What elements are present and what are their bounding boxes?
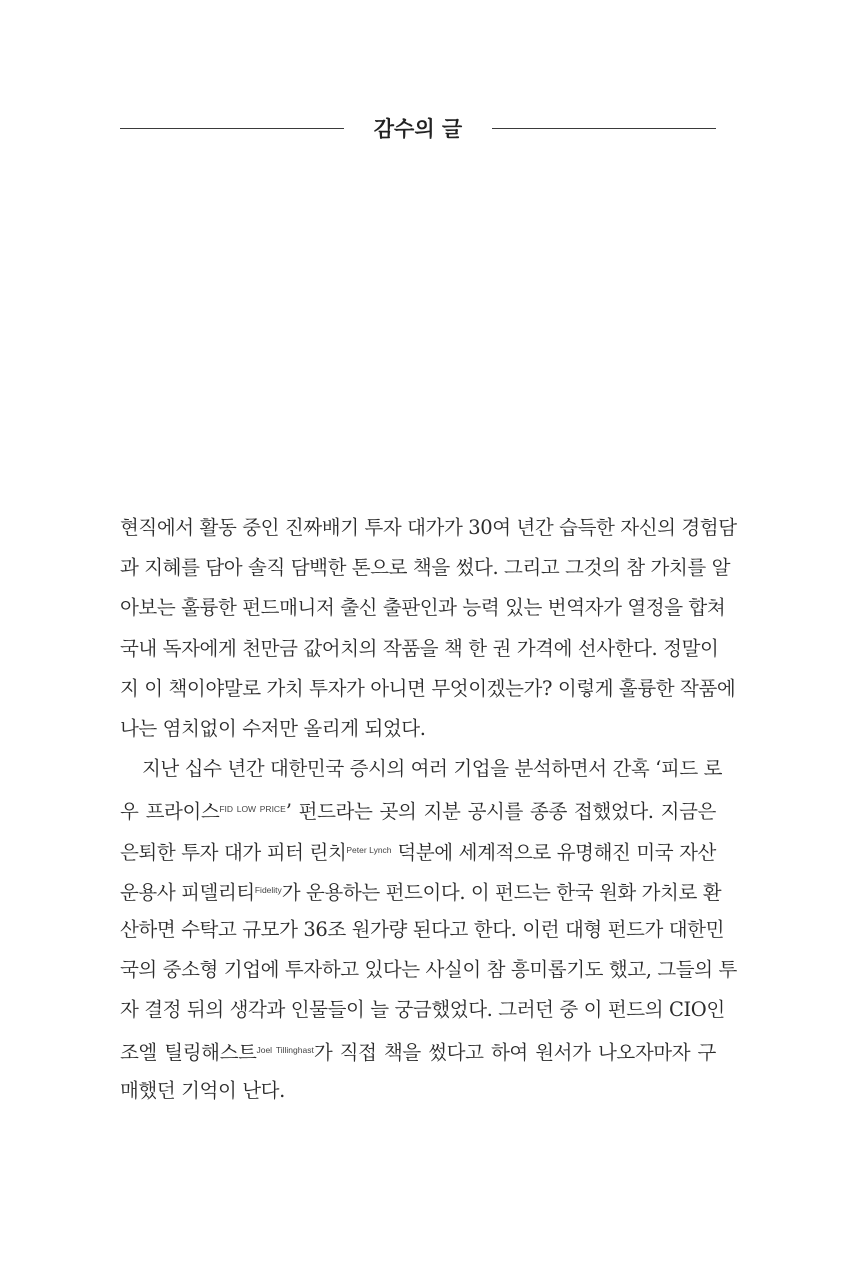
english-annotation: Fidelity [254, 884, 282, 895]
text-fragment: 우 프라이스 [120, 800, 220, 824]
text-fragment: 은퇴한 투자 대가 피터 린치 [120, 840, 347, 864]
english-annotation: FID LOW PRICE [219, 804, 286, 815]
text-fragment: 운용사 피델리티 [120, 880, 255, 904]
text-line: 산하면 수탁고 규모가 36조 원가량 된다고 한다. 이런 대형 펀드가 대한민 [120, 917, 725, 941]
text-fragment: 가 직접 책을 썼다고 하여 원서가 나오자마자 구 [313, 1041, 716, 1065]
text-line [120, 830, 716, 870]
text-line: 나는 염치없이 수저만 올리게 되었다. [120, 716, 426, 740]
section-header [120, 108, 716, 148]
text-line: 지 이 책이야말로 가치 투자가 아니면 무엇이겠는가? 이렇게 훌륭한 작품에 [120, 676, 736, 700]
text-line: 과 지혜를 담아 솔직 담백한 톤으로 책을 썼다. 그리고 그것의 참 가치를 알 [120, 556, 731, 580]
body-text [120, 508, 737, 1111]
text-line: 아보는 훌륭한 펀드매니저 출신 출판인과 능력 있는 번역자가 열정을 합쳐 [120, 596, 726, 620]
text-fragment: 덕분에 세계적으로 유명해진 미국 자산 [391, 840, 716, 864]
header-rule-right [492, 128, 716, 129]
page-title: 감수의 글 [373, 117, 463, 141]
english-annotation: Peter Lynch [346, 844, 392, 855]
text-line: 현직에서 활동 중인 진짜배기 투자 대가가 30여 년간 습득한 자신의 경험담 [120, 516, 737, 539]
text-fragment: 가 운용하는 펀드이다. 이 펀드는 한국 원화 가치로 환 [281, 880, 722, 904]
text-fragment: ’ 펀드라는 곳의 지분 공시를 종종 접했었다. 지금은 [285, 800, 716, 824]
text-line: 국내 독자에게 천만금 값어치의 작품을 책 한 권 가격에 선사한다. 정말이 [120, 636, 719, 660]
text-line [120, 870, 722, 910]
header-rule-left [120, 128, 344, 129]
text-line: 지난 십수 년간 대한민국 증시의 여러 기업을 분석하면서 간혹 ‘피드 로 [142, 757, 723, 781]
text-line [120, 789, 716, 829]
text-line: 매했던 기억이 난다. [120, 1078, 285, 1102]
text-fragment: 조엘 틸링해스트 [120, 1041, 257, 1065]
text-line: 국의 중소형 기업에 투자하고 있다는 사실이 참 흥미롭기도 했고, 그들의 투 [120, 958, 737, 982]
text-line [120, 1030, 716, 1070]
text-line: 자 결정 뒤의 생각과 인물들이 늘 궁금했었다. 그러던 중 이 펀드의 CIO인 [120, 998, 725, 1022]
english-annotation: Joel Tillinghast [256, 1045, 314, 1056]
